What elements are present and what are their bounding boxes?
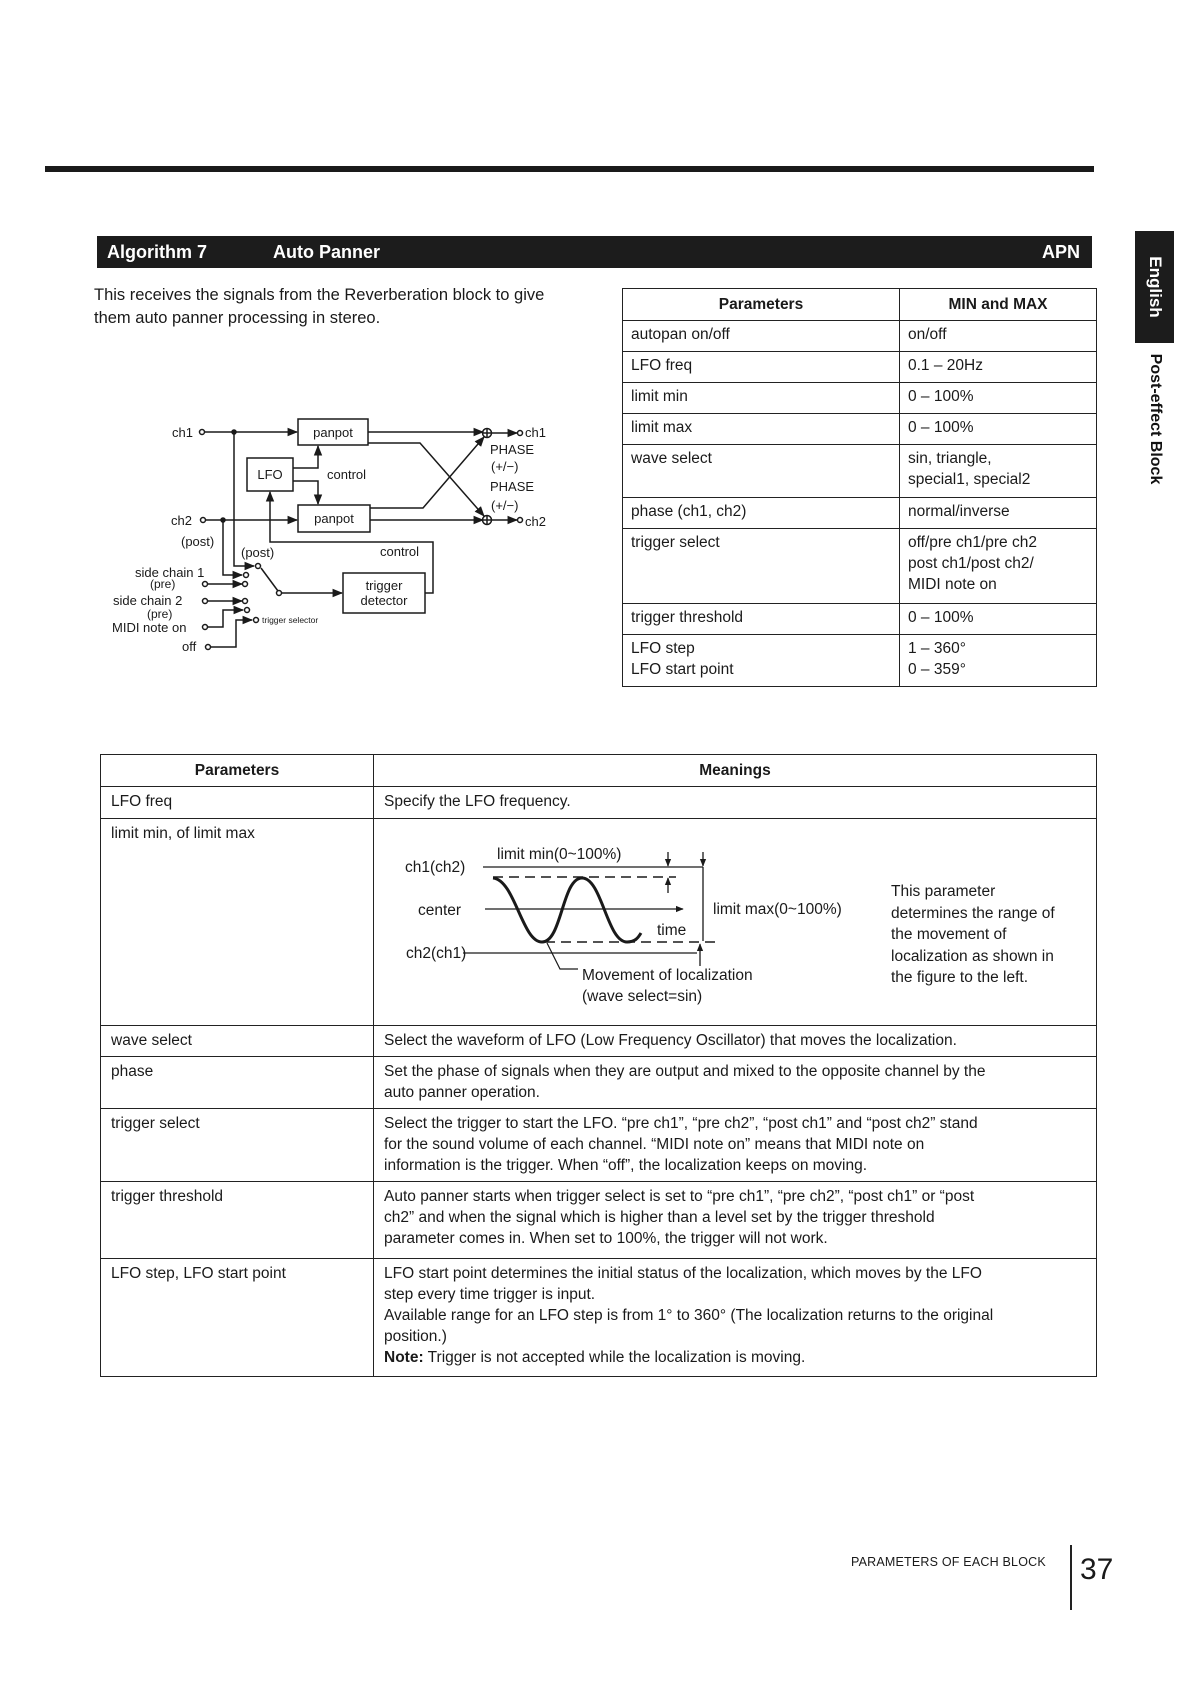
meaning-line: parameter comes in. When set to 100%, the trigger will not work. bbox=[384, 1230, 828, 1247]
control-trigger-label: control bbox=[380, 544, 420, 559]
range-cell: 0 – 100% bbox=[900, 383, 1097, 414]
ch2-output-label: ch2 bbox=[525, 514, 546, 529]
param-cell: limit min bbox=[623, 383, 900, 414]
param-cell: limit min, of limit max bbox=[101, 819, 374, 1026]
sine-wave bbox=[493, 878, 641, 942]
range-line: MIDI note on bbox=[908, 576, 997, 593]
off-label: off bbox=[182, 639, 197, 654]
meaning-line: for the sound volume of each channel. “MIDI note on” means that MIDI note on bbox=[384, 1136, 925, 1153]
param-line: LFO step bbox=[631, 640, 695, 657]
meaning-line: step every time trigger is input. bbox=[384, 1286, 596, 1303]
panpot1-label: panpot bbox=[313, 425, 353, 440]
meaning-line: Available range for an LFO step is from 1° to 360° (The localization returns to the original bbox=[384, 1307, 994, 1324]
table-row bbox=[623, 635, 1097, 687]
range-line: special1, special2 bbox=[908, 471, 1031, 488]
meaning-line: Set the phase of signals when they are output and mixed to the opposite channel by the bbox=[384, 1063, 986, 1080]
param-cell: wave select bbox=[623, 445, 900, 498]
table-row bbox=[101, 787, 1097, 819]
range-cell: 0 – 100% bbox=[900, 414, 1097, 445]
range-cell: normal/inverse bbox=[900, 498, 1097, 529]
table-row bbox=[623, 498, 1097, 529]
note-line bbox=[384, 1347, 1086, 1368]
ch1-input-terminal bbox=[200, 430, 205, 435]
param-header: Parameters bbox=[101, 755, 374, 787]
param-cell: autopan on/off bbox=[623, 321, 900, 352]
lfo-label: LFO bbox=[257, 467, 283, 482]
phase2-sign: (+/−) bbox=[491, 498, 519, 513]
phase2-label: PHASE bbox=[490, 479, 535, 494]
control-lfo-label: control bbox=[327, 467, 367, 482]
meaning-cell: Select the waveform of LFO (Low Frequency Oscillator) that moves the localization. bbox=[374, 1026, 1097, 1057]
algorithm-header-bar bbox=[97, 236, 1092, 268]
table-row bbox=[623, 321, 1097, 352]
range-cell: 0 – 100% bbox=[900, 604, 1097, 635]
phase1-label: PHASE bbox=[490, 442, 535, 457]
meaning-cell bbox=[374, 1057, 1097, 1109]
time-label: time bbox=[657, 922, 687, 939]
meaning-line: Select the trigger to start the LFO. “pre ch1”, “pre ch2”, “post ch1” and “post ch2” stand bbox=[384, 1115, 978, 1132]
ch1-output-label: ch1 bbox=[525, 425, 546, 440]
param-cell: phase (ch1, ch2) bbox=[623, 498, 900, 529]
algorithm-code: APN bbox=[1041, 242, 1080, 262]
ch2-ch1-label: ch2(ch1) bbox=[406, 945, 467, 962]
range-line: sin, triangle, bbox=[908, 450, 992, 467]
section-tab bbox=[1135, 354, 1174, 484]
param-cell: LFO freq bbox=[623, 352, 900, 383]
parameter-range-table bbox=[622, 288, 1097, 687]
param-line: LFO start point bbox=[631, 661, 734, 678]
section-label: Post-effect Block bbox=[1146, 353, 1164, 485]
table-row bbox=[101, 1109, 1097, 1182]
block-diagram bbox=[90, 380, 580, 670]
meaning-cell bbox=[374, 1109, 1097, 1182]
side-chain-2-label: side chain 2 bbox=[113, 593, 183, 608]
table-row bbox=[623, 604, 1097, 635]
algorithm-title: Auto Panner bbox=[273, 242, 381, 262]
range-cell bbox=[900, 529, 1097, 604]
table-row bbox=[101, 1182, 1097, 1259]
meaning-cell: Specify the LFO frequency. bbox=[374, 787, 1097, 819]
param-header: Parameters bbox=[623, 289, 900, 321]
trigger-detector-line1: trigger bbox=[365, 578, 403, 593]
param-cell: limit max bbox=[623, 414, 900, 445]
table-row bbox=[101, 1259, 1097, 1377]
param-cell bbox=[623, 635, 900, 687]
range-line: post ch1/post ch2/ bbox=[908, 555, 1034, 572]
param-cell: LFO freq bbox=[101, 787, 374, 819]
ch2-input-terminal bbox=[201, 518, 206, 523]
top-rule bbox=[45, 166, 1094, 172]
param-cell: trigger threshold bbox=[623, 604, 900, 635]
post-ch1-label: (post) bbox=[241, 545, 275, 560]
figure-note bbox=[891, 881, 1091, 989]
meaning-line: information is the trigger. When “off”, the localization keeps on moving. bbox=[384, 1157, 868, 1174]
panpot2-label: panpot bbox=[314, 511, 354, 526]
table-row bbox=[623, 445, 1097, 498]
meaning-cell bbox=[374, 1182, 1097, 1259]
param-cell: phase bbox=[101, 1057, 374, 1109]
ch1-ch2-label: ch1(ch2) bbox=[405, 859, 466, 876]
algorithm-number: Algorithm 7 bbox=[107, 242, 208, 262]
limit-range-figure bbox=[380, 830, 753, 1010]
range-line: off/pre ch1/pre ch2 bbox=[908, 534, 1037, 551]
note-text: Trigger is not accepted while the localization is moving. bbox=[423, 1349, 806, 1366]
range-cell: 0.1 – 20Hz bbox=[900, 352, 1097, 383]
param-cell: trigger threshold bbox=[101, 1182, 374, 1259]
intro-text: This receives the signals from the Reverberation block to give them auto panner processing in stereo. bbox=[94, 286, 545, 327]
table-row bbox=[101, 1057, 1097, 1109]
pre-2-label: (pre) bbox=[147, 607, 173, 621]
range-header: MIN and MAX bbox=[900, 289, 1097, 321]
ch2-input-label: ch2 bbox=[171, 513, 192, 528]
meaning-header: Meanings bbox=[374, 755, 1097, 787]
pre-1-label: (pre) bbox=[150, 577, 176, 591]
meaning-line: LFO start point determines the initial status of the localization, which moves by the LFO bbox=[384, 1265, 982, 1282]
language-tab bbox=[1135, 231, 1174, 343]
table-row bbox=[623, 414, 1097, 445]
page-number: 37 bbox=[1080, 1553, 1114, 1586]
footer-section-label: PARAMETERS OF EACH BLOCK bbox=[851, 1555, 1046, 1569]
meaning-line: auto panner operation. bbox=[384, 1084, 540, 1101]
table-row bbox=[623, 383, 1097, 414]
param-cell: trigger select bbox=[623, 529, 900, 604]
note-label: Note: bbox=[384, 1349, 424, 1366]
range-line: 1 – 360° bbox=[908, 640, 966, 657]
trigger-selector-label: trigger selector bbox=[262, 615, 319, 625]
meaning-line: position.) bbox=[384, 1328, 447, 1345]
language-label: English bbox=[1145, 256, 1165, 318]
param-cell: trigger select bbox=[101, 1109, 374, 1182]
side-chain-1-label: side chain 1 bbox=[135, 565, 205, 580]
meaning-line: ch2” and when the signal which is higher than a level set by the trigger threshold bbox=[384, 1209, 935, 1226]
range-line: 0 – 359° bbox=[908, 661, 966, 678]
meaning-line: Auto panner starts when trigger select is set to “pre ch1”, “pre ch2”, “post ch1” or “post bbox=[384, 1188, 975, 1205]
note-line: localization as shown in bbox=[891, 947, 1054, 965]
note-line: the movement of bbox=[891, 926, 1007, 944]
limit-max-label: limit max(0~100%) bbox=[713, 901, 842, 918]
table-row bbox=[101, 1026, 1097, 1057]
movement-label: Movement of localization bbox=[582, 967, 753, 984]
trigger-selector-switch bbox=[261, 568, 278, 591]
range-cell: on/off bbox=[900, 321, 1097, 352]
note-line: the figure to the left. bbox=[891, 969, 1029, 987]
ch1-input-label: ch1 bbox=[172, 425, 193, 440]
range-cell bbox=[900, 635, 1097, 687]
param-cell: wave select bbox=[101, 1026, 374, 1057]
table-row bbox=[623, 529, 1097, 604]
note-line: determines the range of bbox=[891, 904, 1055, 922]
trigger-detector-line2: detector bbox=[360, 593, 408, 608]
range-cell bbox=[900, 445, 1097, 498]
note-line: This parameter bbox=[891, 883, 996, 900]
midi-note-on-label: MIDI note on bbox=[112, 620, 187, 635]
limit-min-label: limit min(0~100%) bbox=[497, 846, 622, 863]
table-row bbox=[623, 352, 1097, 383]
wave-select-label: (wave select=sin) bbox=[582, 988, 703, 1005]
center-label: center bbox=[418, 902, 462, 919]
footer-divider bbox=[1070, 1545, 1072, 1610]
post-ch2-label: (post) bbox=[181, 534, 215, 549]
param-cell: LFO step, LFO start point bbox=[101, 1259, 374, 1377]
phase1-sign: (+/−) bbox=[491, 459, 519, 474]
meaning-cell bbox=[374, 1259, 1097, 1377]
